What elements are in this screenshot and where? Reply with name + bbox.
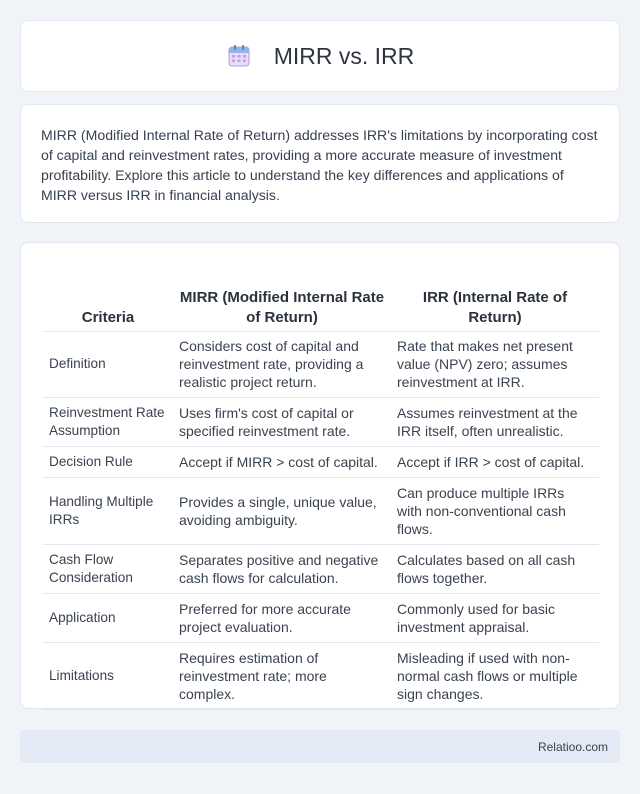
table-row (43, 593, 599, 642)
table-row (43, 331, 599, 397)
page-title: MIRR vs. IRR (273, 42, 415, 69)
mirr-cell: Considers cost of capital and reinvestment rate, providing a realistic project return. (173, 331, 391, 397)
header-irr: IRR (Internal Rate of Return) (391, 265, 599, 331)
mirr-cell: Uses firm's cost of capital or specified reinvestment rate. (173, 397, 391, 446)
intro-text: MIRR (Modified Internal Rate of Return) addresses IRR's limitations by incorporating cost of capital and reinvestment rates, providing a more accurate measure of investment profitability. Explore this article to understand the key differences and applications of MIRR versus IRR in financial analysis. (41, 127, 598, 203)
criteria-cell: Reinvestment Rate Assumption (43, 397, 173, 446)
comparison-card (20, 242, 620, 709)
intro-card (20, 104, 620, 223)
mirr-cell: Requires estimation of reinvestment rate; more complex. (173, 642, 391, 709)
table-row (43, 477, 599, 544)
criteria-cell: Handling Multiple IRRs (43, 477, 173, 544)
irr-cell: Calculates based on all cash flows together. (391, 544, 599, 593)
irr-cell: Misleading if used with non-normal cash flows or multiple sign changes. (391, 642, 599, 709)
irr-cell: Accept if IRR > cost of capital. (391, 446, 599, 477)
irr-cell: Rate that makes net present value (NPV) zero; assumes reinvestment at IRR. (391, 331, 599, 397)
criteria-cell: Cash Flow Consideration (43, 544, 173, 593)
mirr-cell: Provides a single, unique value, avoiding ambiguity. (173, 477, 391, 544)
criteria-cell: Limitations (43, 642, 173, 709)
table-row (43, 642, 599, 709)
title-card (20, 20, 620, 92)
comparison-table (43, 265, 599, 710)
irr-cell: Assumes reinvestment at the IRR itself, often unrealistic. (391, 397, 599, 446)
table-row (43, 544, 599, 593)
criteria-cell: Decision Rule (43, 446, 173, 477)
header-criteria: Criteria (43, 265, 173, 331)
table-header-row (43, 265, 599, 331)
calendar-icon (226, 43, 252, 69)
table-row (43, 397, 599, 446)
table-row (43, 446, 599, 477)
irr-cell: Can produce multiple IRRs with non-conventional cash flows. (391, 477, 599, 544)
footer (20, 730, 620, 763)
mirr-cell: Accept if MIRR > cost of capital. (173, 446, 391, 477)
header-mirr: MIRR (Modified Internal Rate of Return) (173, 265, 391, 331)
mirr-cell: Separates positive and negative cash flows for calculation. (173, 544, 391, 593)
mirr-cell: Preferred for more accurate project evaluation. (173, 593, 391, 642)
criteria-cell: Application (43, 593, 173, 642)
irr-cell: Commonly used for basic investment appraisal. (391, 593, 599, 642)
criteria-cell: Definition (43, 331, 173, 397)
footer-brand: Relatioo.com (537, 739, 608, 754)
